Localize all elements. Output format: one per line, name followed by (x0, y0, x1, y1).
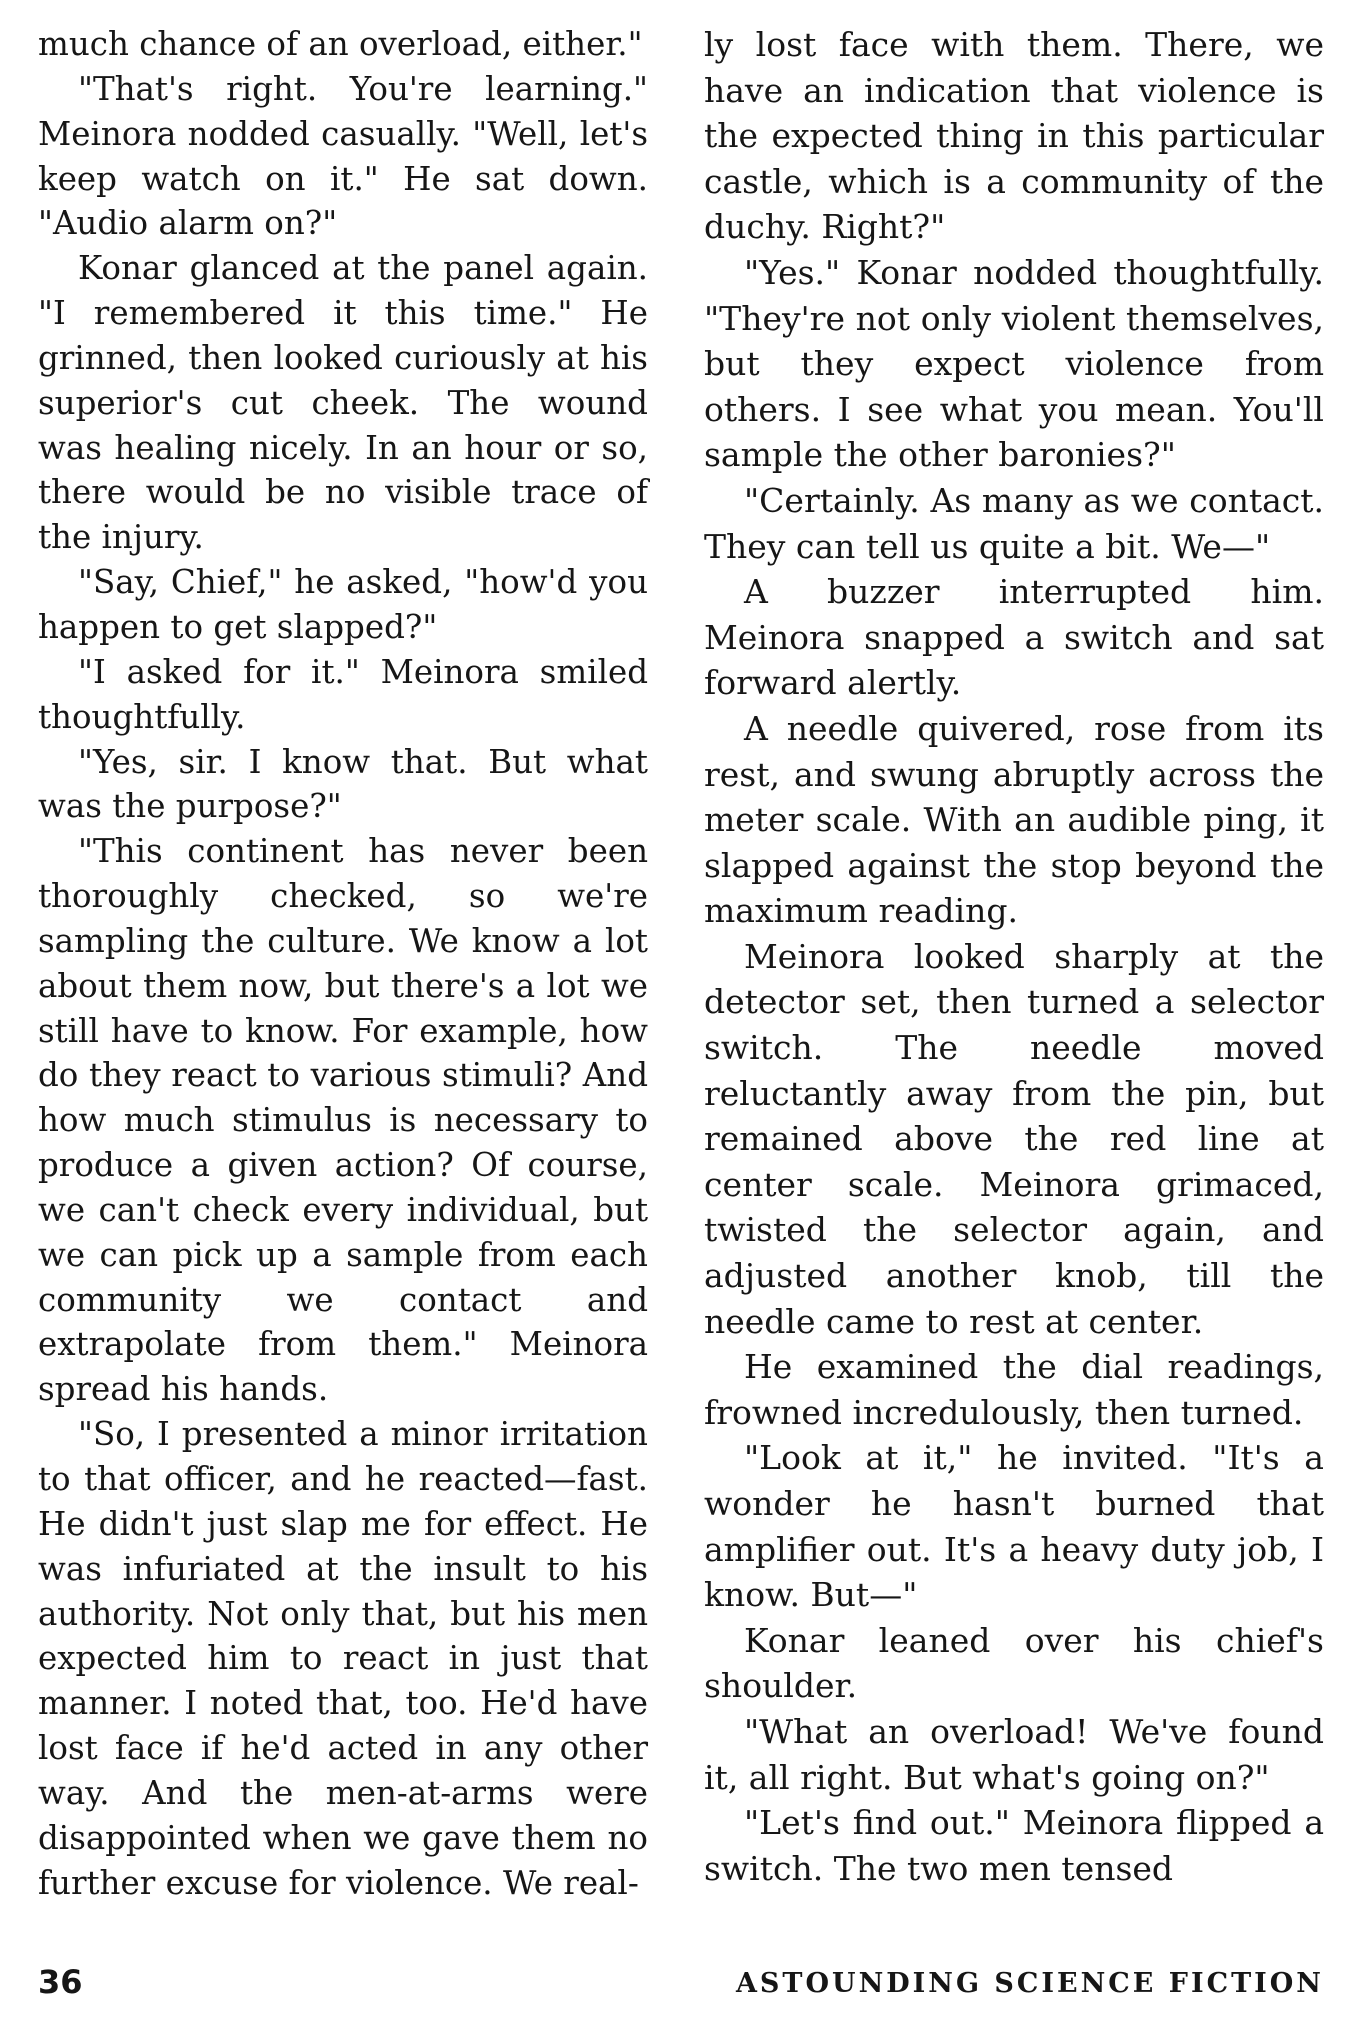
paragraph: "This continent has never been thoroughly checked, so we're sampling the culture. We know a lot about them now, but there's a lot we still have to know. For example, how do they react to various stimuli? And how much stimulus is necessary to produce a given action? Of course, we can't check every individual, but we can pick up a sample from each community we contact and extrapolate from them." Meinora spread his hands. (38, 832, 648, 1409)
paragraph: Konar leaned over his chief's shoulder. (704, 1620, 1324, 1706)
paragraph: "That's right. You're learning." Meinora nodded casually. "Well, let's keep watch on it." He sat down. "Audio alarm on?" (38, 69, 648, 243)
paragraph: Konar glanced at the panel again. "I remembered it this time." He grinned, then looked curiously at his superior's cut cheek. The wound was healing nicely. In an hour or so, there would be no visible trace of the injury. (38, 249, 648, 557)
page-footer (38, 1962, 1324, 2006)
paragraph: "So, I presented a minor irritation to that officer, and he reacted—fast. He didn't just slap me for effect. He was infuriated at the insult to his authority. Not only that, but his men expected him to react in just that manner. I noted that, too. He'd have lost face if he'd acted in any other way. And the men-at-arms were disappointed when we gave them no further excuse for violence. We real- (38, 1415, 648, 1902)
paragraph: "What an overload! We've found it, all right. But what's going on?" (704, 1711, 1324, 1797)
paragraph: A needle quivered, rose from its rest, and swung abruptly across the meter scale. With an audible ping, it slapped against the stop beyond the maximum reading. (704, 708, 1324, 931)
paragraph: "I asked for it." Meinora smiled thoughtfully. (38, 652, 648, 736)
paragraph: "Say, Chief," he asked, "how'd you happen to get slapped?" (38, 563, 648, 646)
right-column (704, 22, 1324, 1891)
page-number: 36 (38, 1963, 83, 2001)
paragraph: "Yes, sir. I know that. But what was the purpose?" (38, 742, 648, 826)
left-column (38, 22, 648, 1905)
paragraph: much chance of an overload, either." (38, 25, 643, 63)
paragraph: He examined the dial readings, frowned incredulously, then turned. (704, 1347, 1324, 1432)
running-title: ASTOUNDING SCIENCE FICTION (735, 1968, 1324, 1999)
paragraph: "Yes." Konar nodded thoughtfully. "They're not only violent themselves, but they expect violence from others. I see what you mean. You'll sample the other baronies?" (704, 252, 1324, 475)
paragraph: "Look at it," he invited. "It's a wonder he hasn't burned that amplifier out. It's a heavy duty job, I know. But—" (704, 1438, 1324, 1615)
paragraph: "Let's find out." Meinora flipped a switch. The two men tensed (704, 1803, 1324, 1888)
paragraph: "Certainly. As many as we contact. They can tell us quite a bit. We—" (704, 480, 1324, 566)
paragraph: A buzzer interrupted him. Meinora snapped a switch and sat forward alertly. (704, 572, 1324, 703)
paragraph: ly lost face with them. There, we have an indication that violence is the expected thing in this particular castle, which is a community of the duchy. Right?" (704, 25, 1324, 247)
paragraph: Meinora looked sharply at the detector set, then turned a selector switch. The needle moved reluctantly away from the pin, but remained above the red line at center scale. Meinora grimaced, twisted the selector again, and adjusted another knob, till the needle came to rest at center. (704, 936, 1324, 1341)
